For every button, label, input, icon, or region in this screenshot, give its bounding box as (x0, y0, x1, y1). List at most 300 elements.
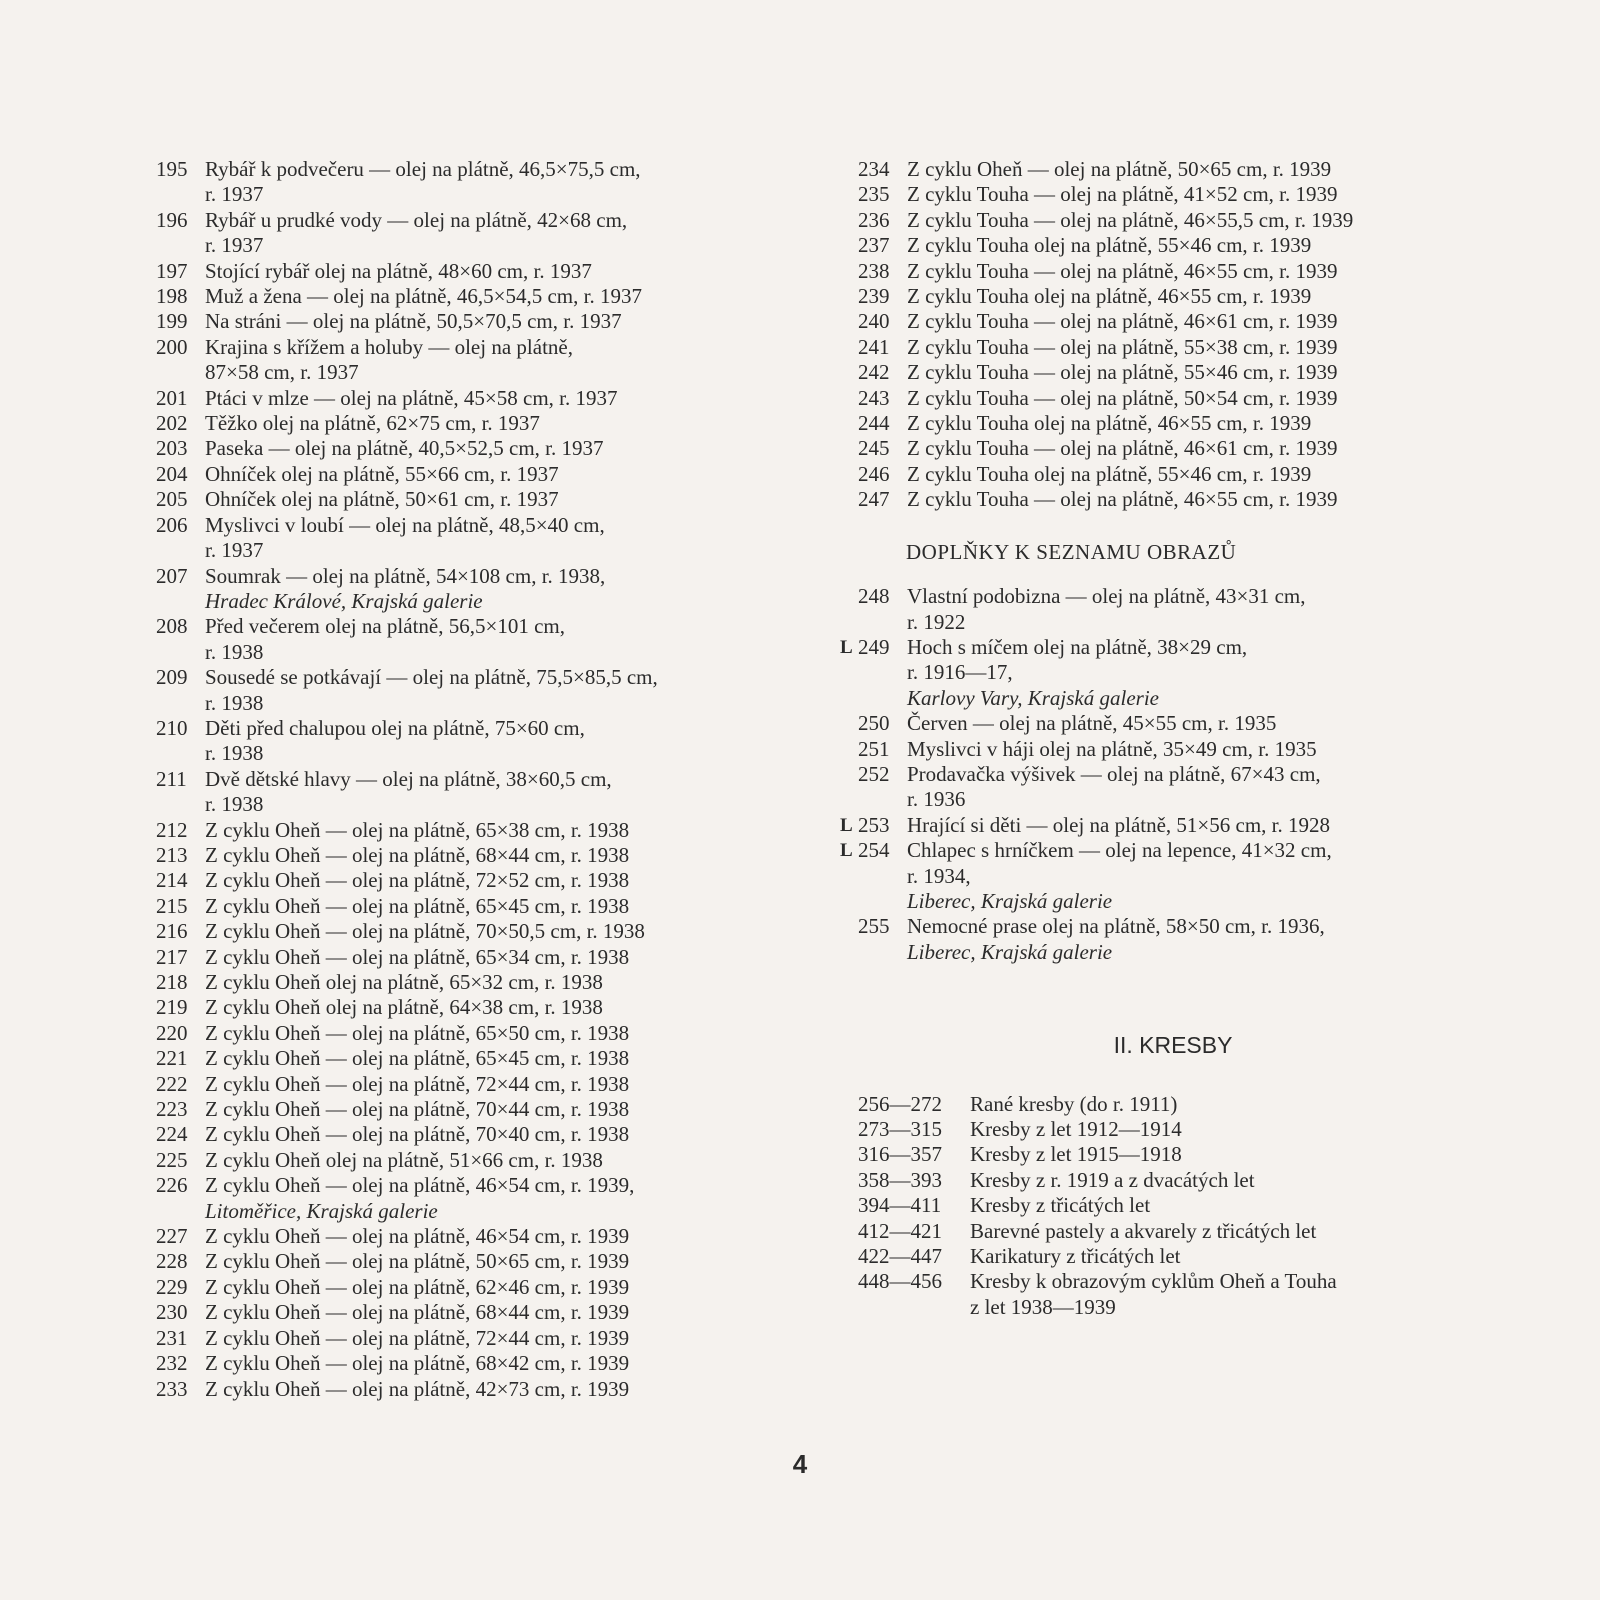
entry-number: 248 (858, 584, 890, 609)
entry-number: 245 (858, 436, 890, 461)
entry-number: 244 (858, 411, 890, 436)
entry-text (205, 1224, 806, 1249)
entry-text (907, 584, 1528, 635)
entry-line: Z cyklu Touha — olej na plátně, 46×55 cm, r. 1939 (907, 487, 1338, 512)
catalogue-entry (156, 411, 806, 436)
entry-number: 240 (858, 309, 890, 334)
entry-line: Z cyklu Oheň — olej na plátně, 68×42 cm, r. 1939 (205, 1351, 630, 1376)
entry-number: 273—315 (858, 1117, 942, 1141)
entry-number: 412—421 (858, 1218, 942, 1243)
entry-line: Vlastní podobizna — olej na plátně, 43×31 cm, (907, 584, 1306, 609)
entry-text (205, 1173, 806, 1224)
catalogue-entry (858, 259, 1528, 284)
entry-line: 87×58 cm, r. 1937 (205, 360, 359, 385)
right-column (840, 157, 1528, 1320)
entry-number: 220 (156, 1020, 188, 1045)
entry-text (907, 838, 1528, 914)
entry-line: Ohníček olej na plátně, 50×61 cm, r. 1937 (205, 487, 559, 512)
catalogue-entry (156, 1326, 806, 1351)
catalogue-entry (156, 208, 806, 259)
entry-number: 209 (156, 665, 188, 690)
entry-number: 247 (858, 487, 890, 512)
entry-line: Z cyklu Oheň — olej na plátně, 72×44 cm, r. 1938 (205, 1071, 630, 1096)
catalogue-entry (156, 564, 806, 615)
catalogue-entry (156, 919, 806, 944)
catalogue-entry (858, 762, 1528, 813)
entry-number: 216 (156, 919, 188, 944)
entry-line: Z cyklu Oheň — olej na plátně, 72×44 cm, r. 1939 (205, 1325, 630, 1350)
entry-number: 250 (858, 711, 890, 736)
entry-number: 230 (156, 1300, 188, 1325)
section-title-kresby: II. KRESBY (1113, 1032, 1233, 1059)
entry-number: 215 (156, 893, 188, 918)
entry-text (205, 335, 806, 386)
entry-number: 208 (156, 614, 188, 639)
entry-line: Rybář k podvečeru — olej na plátně, 46,5×75,5 cm, (205, 157, 641, 181)
entry-line: Myslivci v loubí — olej na plátně, 48,5×40 cm, (205, 512, 605, 537)
entry-line: Stojící rybář olej na plátně, 48×60 cm, r. 1937 (205, 258, 592, 283)
entry-number: 214 (156, 868, 188, 893)
entry-line: Z cyklu Oheň — olej na plátně, 46×54 cm, r. 1939, (205, 1173, 635, 1198)
entry-text (205, 1122, 806, 1147)
entry-number: 229 (156, 1274, 188, 1299)
entry-text (907, 711, 1528, 736)
entry-text (970, 1117, 1528, 1142)
entry-number: 219 (156, 995, 188, 1020)
entry-text (907, 635, 1528, 711)
entry-text (205, 716, 806, 767)
entry-text (907, 284, 1528, 309)
entry-number: 227 (156, 1224, 188, 1249)
entry-text (205, 919, 806, 944)
entry-line: r. 1936 (907, 787, 966, 812)
entry-line: r. 1937 (205, 233, 264, 258)
entry-line: Z cyklu Oheň — olej na plátně, 42×73 cm, r. 1939 (205, 1376, 630, 1401)
entry-text (907, 914, 1528, 965)
catalogue-entry (156, 157, 806, 208)
catalogue-entry (156, 614, 806, 665)
entry-line: Sousedé se potkávají — olej na plátně, 75,5×85,5 cm, (205, 665, 658, 690)
entry-text (907, 157, 1528, 182)
entry-text (970, 1142, 1528, 1167)
entry-line: Z cyklu Oheň — olej na plátně, 50×65 cm, r. 1939 (907, 157, 1332, 181)
entry-location: Liberec, Krajská galerie (907, 888, 1113, 913)
entry-number: 241 (858, 334, 890, 359)
entry-number: 239 (858, 284, 890, 309)
entry-line: Z cyklu Touha — olej na plátně, 55×46 cm, r. 1939 (907, 360, 1338, 385)
catalogue-entry (156, 843, 806, 868)
entry-line: Z cyklu Oheň — olej na plátně, 65×50 cm, r. 1938 (205, 1020, 630, 1045)
entry-number: 222 (156, 1071, 188, 1096)
entry-line: Rané kresby (do r. 1911) (970, 1091, 1178, 1116)
catalogue-entry (858, 1244, 1528, 1269)
entry-number: 224 (156, 1122, 188, 1147)
entry-text (205, 818, 806, 843)
entry-text (907, 182, 1528, 207)
catalogue-entry (858, 411, 1528, 436)
catalogue-entry (156, 1351, 806, 1376)
entry-text (907, 335, 1528, 360)
entry-text (205, 995, 806, 1020)
entry-line: Muž a žena — olej na plátně, 46,5×54,5 cm, r. 1937 (205, 284, 642, 309)
entry-location: Karlovy Vary, Krajská galerie (907, 685, 1159, 710)
catalogue-entry (156, 1021, 806, 1046)
entry-text (907, 208, 1528, 233)
entry-text (205, 1249, 806, 1274)
catalogue-entry (156, 767, 806, 818)
catalogue-entry (156, 1224, 806, 1249)
catalogue-entry (858, 1142, 1528, 1167)
entry-line: r. 1937 (205, 182, 264, 207)
entry-line: z let 1938—1939 (970, 1294, 1116, 1319)
entry-line: Z cyklu Touha — olej na plátně, 46×61 cm, r. 1939 (907, 309, 1338, 334)
entry-line: Z cyklu Touha olej na plátně, 46×55 cm, r. 1939 (907, 411, 1312, 436)
catalogue-entry (156, 665, 806, 716)
entry-number: 200 (156, 334, 188, 359)
entry-line: Hoch s míčem olej na plátně, 38×29 cm, (907, 634, 1248, 659)
entry-text (970, 1168, 1528, 1193)
entry-line: Karikatury z třicátých let (970, 1244, 1181, 1269)
catalogue-entry (858, 1117, 1528, 1142)
entry-number: 236 (858, 207, 890, 232)
entry-line: Z cyklu Oheň — olej na plátně, 65×38 cm, r. 1938 (205, 817, 630, 842)
entry-line: Myslivci v háji olej na plátně, 35×49 cm, r. 1935 (907, 736, 1317, 761)
entry-text (907, 309, 1528, 334)
catalogue-entry (156, 1300, 806, 1325)
entry-line: Nemocné prase olej na plátně, 58×50 cm, r. 1936, (907, 914, 1325, 939)
entry-text (205, 208, 806, 259)
entry-text (205, 436, 806, 461)
entry-number: 198 (156, 284, 188, 309)
catalogue-entry (156, 1122, 806, 1147)
catalogue-entry (156, 1173, 806, 1224)
catalogue-entry (156, 716, 806, 767)
entry-line: r. 1922 (907, 609, 966, 634)
entry-text (907, 259, 1528, 284)
entry-line: Ohníček olej na plátně, 55×66 cm, r. 1937 (205, 461, 559, 486)
catalogue-entry (156, 995, 806, 1020)
entry-number: 202 (156, 411, 188, 436)
entry-number: 203 (156, 436, 188, 461)
entry-text (907, 360, 1528, 385)
catalogue-entry (858, 284, 1528, 309)
entry-line: Barevné pastely a akvarely z třicátých let (970, 1218, 1317, 1243)
entry-line: Z cyklu Oheň — olej na plátně, 68×44 cm, r. 1938 (205, 842, 630, 867)
catalogue-entry (156, 1377, 806, 1402)
entry-line: Z cyklu Touha — olej na plátně, 46×55,5 cm, r. 1939 (907, 207, 1354, 232)
catalogue-entry (156, 513, 806, 564)
entry-line: Z cyklu Oheň — olej na plátně, 65×34 cm, r. 1938 (205, 944, 630, 969)
entry-number: 212 (156, 817, 188, 842)
entry-text (205, 1351, 806, 1376)
entry-text (907, 436, 1528, 461)
entry-text (205, 462, 806, 487)
catalogue-entry (156, 436, 806, 461)
entry-number: 256—272 (858, 1091, 942, 1116)
entry-number: 253 (858, 812, 890, 837)
catalogue-entry (156, 1275, 806, 1300)
entry-text (205, 157, 806, 208)
entry-line: Kresby z let 1915—1918 (970, 1142, 1182, 1167)
entry-line: r. 1938 (205, 741, 264, 766)
entry-line: r. 1937 (205, 538, 264, 563)
entry-line: Paseka — olej na plátně, 40,5×52,5 cm, r. 1937 (205, 436, 604, 461)
catalogue-entry (858, 487, 1528, 512)
catalogue-entry (858, 309, 1528, 334)
entry-text (205, 868, 806, 893)
catalogue-entry (858, 386, 1528, 411)
entry-text (907, 233, 1528, 258)
catalogue-entry (858, 737, 1528, 762)
entry-text (205, 665, 806, 716)
entry-line: r. 1916—17, (907, 660, 1013, 685)
entry-line: Z cyklu Touha — olej na plátně, 50×54 cm, r. 1939 (907, 385, 1338, 410)
catalogue-entry (858, 157, 1528, 182)
catalogue-entry (840, 634, 1528, 711)
entry-number: 448—456 (858, 1269, 942, 1294)
entry-line: Z cyklu Touha — olej na plátně, 55×38 cm, r. 1939 (907, 334, 1338, 359)
catalogue-entry (858, 233, 1528, 258)
entry-text (205, 309, 806, 334)
entry-text (907, 737, 1528, 762)
entry-line: Z cyklu Oheň — olej na plátně, 50×65 cm, r. 1939 (205, 1249, 630, 1274)
catalogue-entry (858, 1193, 1528, 1218)
entry-line: Prodavačka výšivek — olej na plátně, 67×43 cm, (907, 761, 1321, 786)
catalogue-entry (840, 812, 1528, 838)
entry-text (205, 1377, 806, 1402)
entry-text (970, 1219, 1528, 1244)
catalogue-entry (858, 182, 1528, 207)
catalogue-entry (858, 335, 1528, 360)
catalogue-entry (858, 914, 1528, 965)
entry-number: 206 (156, 512, 188, 537)
entry-text (205, 1072, 806, 1097)
entry-number: 235 (858, 182, 890, 207)
entry-number: 228 (156, 1249, 188, 1274)
entry-text (205, 284, 806, 309)
catalogue-entry (156, 284, 806, 309)
entry-line: Z cyklu Oheň — olej na plátně, 62×46 cm, r. 1939 (205, 1274, 630, 1299)
entry-line: r. 1938 (205, 792, 264, 817)
entry-number: 218 (156, 970, 188, 994)
entry-text (205, 1021, 806, 1046)
entry-line: Děti před chalupou olej na plátně, 75×60 cm, (205, 715, 585, 740)
catalogue-entry (858, 436, 1528, 461)
catalogue-entry (156, 487, 806, 512)
entry-line: r. 1938 (205, 639, 264, 664)
entry-text (205, 411, 806, 436)
catalogue-entry (156, 1249, 806, 1274)
catalogue-entry (858, 360, 1528, 385)
entry-text (205, 1046, 806, 1071)
margin-mark: L (840, 840, 853, 862)
entry-text (205, 894, 806, 919)
entry-line: Z cyklu Touha olej na plátně, 46×55 cm, r. 1939 (907, 284, 1312, 309)
entry-line: Kresby z třicátých let (970, 1193, 1151, 1218)
entry-number: 199 (156, 309, 188, 334)
entry-text (970, 1193, 1528, 1218)
entry-line: Z cyklu Oheň — olej na plátně, 68×44 cm, r. 1939 (205, 1300, 630, 1325)
supplement-list (840, 584, 1528, 965)
entry-number: 316—357 (858, 1142, 942, 1167)
entry-number: 254 (858, 838, 890, 863)
entry-text (907, 386, 1528, 411)
entry-text (205, 843, 806, 868)
catalogue-list-continued (858, 157, 1528, 513)
catalogue-entry (156, 259, 806, 284)
catalogue-entry (156, 335, 806, 386)
entry-number: 246 (858, 461, 890, 486)
entry-text (907, 411, 1528, 436)
catalogue-entry (156, 894, 806, 919)
entry-line: r. 1938 (205, 690, 264, 715)
entry-text (205, 970, 806, 995)
entry-line: Před večerem olej na plátně, 56,5×101 cm, (205, 614, 565, 639)
entry-number: 211 (156, 766, 187, 791)
entry-line: Z cyklu Touha — olej na plátně, 46×61 cm, r. 1939 (907, 436, 1338, 461)
entry-text (205, 1097, 806, 1122)
catalogue-entry (858, 462, 1528, 487)
entry-text (970, 1092, 1528, 1117)
entry-number: 207 (156, 563, 188, 588)
catalogue-entry (156, 1072, 806, 1097)
entry-number: 210 (156, 715, 188, 740)
entry-number: 358—393 (858, 1167, 942, 1192)
page-number: 4 (792, 1449, 808, 1479)
entry-text (205, 487, 806, 512)
entry-line: Na stráni — olej na plátně, 50,5×70,5 cm, r. 1937 (205, 309, 622, 334)
entry-number: 233 (156, 1376, 188, 1401)
entry-text (907, 813, 1528, 838)
catalogue-entry (840, 838, 1528, 914)
entry-line: Hrající si děti — olej na plátně, 51×56 cm, r. 1928 (907, 812, 1331, 837)
entry-number: 201 (156, 385, 188, 410)
entry-line: Z cyklu Oheň — olej na plátně, 72×52 cm, r. 1938 (205, 868, 630, 893)
entry-line: Z cyklu Oheň olej na plátně, 64×38 cm, r. 1938 (205, 995, 603, 1020)
catalogue-entry (156, 818, 806, 843)
entry-line: Chlapec s hrníčkem — olej na lepence, 41×32 cm, (907, 838, 1332, 863)
entry-number: 197 (156, 258, 188, 283)
catalogue-entry (858, 584, 1528, 635)
entry-number: 237 (858, 233, 890, 258)
catalogue-entry (858, 1168, 1528, 1193)
entry-line: Z cyklu Touha — olej na plátně, 46×55 cm, r. 1939 (907, 258, 1338, 283)
entry-text (907, 487, 1528, 512)
entry-line: Z cyklu Oheň — olej na plátně, 70×40 cm, r. 1938 (205, 1122, 630, 1147)
entry-line: Z cyklu Oheň olej na plátně, 65×32 cm, r. 1938 (205, 970, 603, 994)
entry-location: Hradec Králové, Krajská galerie (205, 588, 483, 613)
entry-line: Kresby k obrazovým cyklům Oheň a Touha (970, 1269, 1337, 1294)
entry-line: Kresby z r. 1919 a z dvacátých let (970, 1167, 1255, 1192)
supplement-heading: DOPLŇKY K SEZNAMU OBRAZŮ (906, 539, 1237, 564)
entry-line: Z cyklu Oheň — olej na plátně, 70×44 cm, r. 1938 (205, 1097, 630, 1122)
entry-line: Dvě dětské hlavy — olej na plátně, 38×60,5 cm, (205, 766, 612, 791)
entry-number: 249 (858, 634, 890, 659)
catalogue-entry (858, 711, 1528, 736)
entry-line: Z cyklu Oheň — olej na plátně, 65×45 cm, r. 1938 (205, 1046, 630, 1071)
entry-number: 204 (156, 461, 188, 486)
entry-line: Z cyklu Oheň — olej na plátně, 70×50,5 cm, r. 1938 (205, 919, 645, 944)
catalogue-entry (156, 970, 806, 995)
entry-line: Z cyklu Oheň — olej na plátně, 65×45 cm, r. 1938 (205, 893, 630, 918)
entry-number: 251 (858, 736, 890, 761)
entry-text (205, 1148, 806, 1173)
entry-line: r. 1934, (907, 863, 971, 888)
catalogue-entry (858, 208, 1528, 233)
entry-number: 205 (156, 487, 188, 512)
entry-number: 232 (156, 1351, 188, 1376)
entry-text (970, 1244, 1528, 1269)
catalogue-entry (156, 1046, 806, 1071)
entry-number: 223 (156, 1097, 188, 1122)
entry-number: 195 (156, 157, 188, 181)
entry-number: 242 (858, 360, 890, 385)
entry-number: 238 (858, 258, 890, 283)
entry-number: 221 (156, 1046, 188, 1071)
entry-number: 225 (156, 1147, 188, 1172)
entry-line: Soumrak — olej na plátně, 54×108 cm, r. 1938, (205, 563, 606, 588)
entry-number: 226 (156, 1173, 188, 1198)
entry-line: Rybář u prudké vody — olej na plátně, 42×68 cm, (205, 207, 628, 232)
entry-number: 234 (858, 157, 890, 181)
entry-text (205, 259, 806, 284)
catalogue-entry (156, 1097, 806, 1122)
entry-number: 422—447 (858, 1244, 942, 1269)
entry-text (205, 513, 806, 564)
entry-text (907, 762, 1528, 813)
entry-number: 255 (858, 914, 890, 939)
catalogue-entry (156, 386, 806, 411)
entry-text (907, 462, 1528, 487)
catalogue-entry (156, 868, 806, 893)
entry-number: 243 (858, 385, 890, 410)
entry-number: 217 (156, 944, 188, 969)
entry-text (205, 767, 806, 818)
entry-line: Z cyklu Touha — olej na plátně, 41×52 cm, r. 1939 (907, 182, 1338, 207)
left-column (156, 157, 806, 1402)
kresby-list (858, 1092, 1528, 1321)
margin-mark: L (840, 636, 853, 658)
entry-number: 196 (156, 207, 188, 232)
catalogue-entry (156, 462, 806, 487)
entry-line: Kresby z let 1912—1914 (970, 1117, 1182, 1141)
entry-text (205, 564, 806, 615)
catalogue-entry (858, 1092, 1528, 1117)
entry-number: 252 (858, 761, 890, 786)
catalogue-entry (858, 1269, 1528, 1320)
entry-line: Z cyklu Oheň — olej na plátně, 46×54 cm, r. 1939 (205, 1224, 630, 1249)
entry-line: Těžko olej na plátně, 62×75 cm, r. 1937 (205, 411, 540, 436)
entry-text (205, 945, 806, 970)
entry-line: Z cyklu Oheň olej na plátně, 51×66 cm, r. 1938 (205, 1147, 603, 1172)
entry-number: 394—411 (858, 1193, 942, 1218)
entry-location: Litoměřice, Krajská galerie (205, 1198, 438, 1223)
entry-text (205, 1300, 806, 1325)
entry-text (205, 386, 806, 411)
entry-text (205, 614, 806, 665)
entry-text (205, 1275, 806, 1300)
entry-line: Krajina s křížem a holuby — olej na plátně, (205, 334, 573, 359)
entry-line: Červen — olej na plátně, 45×55 cm, r. 1935 (907, 711, 1277, 736)
entry-number: 231 (156, 1325, 188, 1350)
entry-location: Liberec, Krajská galerie (907, 939, 1113, 964)
entry-text (205, 1326, 806, 1351)
entry-text (970, 1269, 1528, 1320)
catalogue-entry (156, 945, 806, 970)
entry-line: Ptáci v mlze — olej na plátně, 45×58 cm, r. 1937 (205, 385, 618, 410)
entry-line: Z cyklu Touha olej na plátně, 55×46 cm, r. 1939 (907, 461, 1312, 486)
catalogue-entry (156, 1148, 806, 1173)
